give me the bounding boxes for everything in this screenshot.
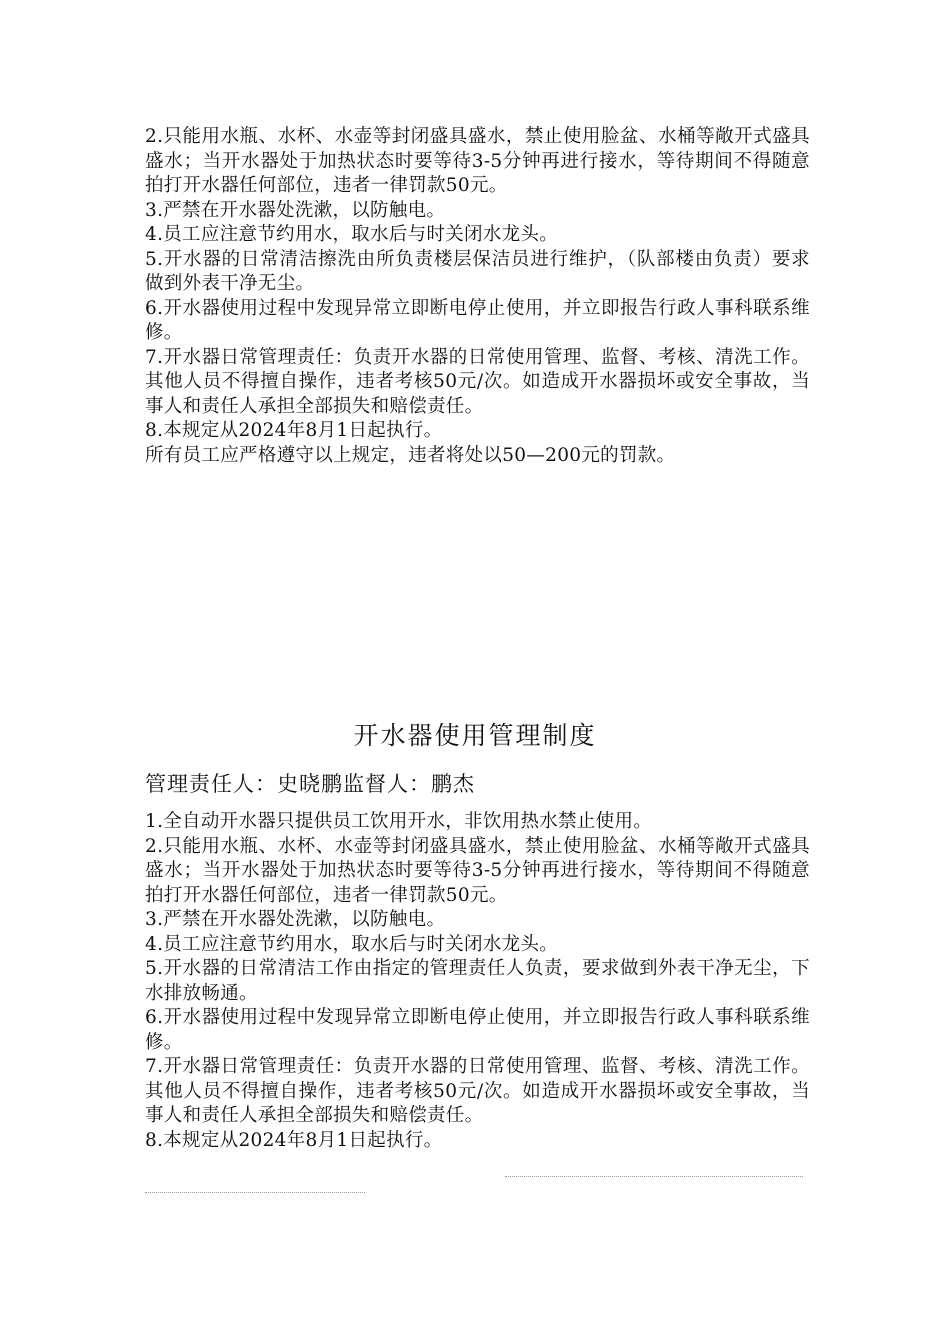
rule-item: 5.开水器的日常清洁擦洗由所负责楼层保洁员进行维护，（队部楼由负责）要求做到外表干净无尘。 <box>145 248 810 294</box>
rule-item: 4.员工应注意节约用水，取水后与时关闭水龙头。 <box>145 224 559 245</box>
rule-item: 1.全自动开水器只提供员工饮用开水，非饮用热水禁止使用。 <box>145 811 653 832</box>
rule-item: 6.开水器使用过程中发现异常立即断电停止使用，并立即报告行政人事科联系维修。 <box>145 297 810 343</box>
rule-item: 7.开水器日常管理责任：负责开水器的日常使用管理、监督、考核、清洗工作。其他人员不得擅自操作，违者考核50元/次。如造成开水器损坏或安全事故，当事人和责任人承担全部损失和赔偿责任。 <box>145 1056 810 1126</box>
rule-item: 3.严禁在开水器处洗漱，以防触电。 <box>145 199 446 221</box>
rule-item: 2.只能用水瓶、水杯、水壶等封闭盛具盛水，禁止使用脸盆、水桶等敞开式盛具盛水；当开水器处于加热状态时要等待3-5分钟再进行接水，等待期间不得随意拍打开水器任何部位，违者一律罚款50元。 <box>145 126 810 196</box>
dotted-divider <box>145 1192 365 1193</box>
rule-item: 8.本规定从2024年8月1日起执行。 <box>145 420 443 441</box>
rules-section-2 <box>145 810 810 1153</box>
rules-section-1 <box>145 125 810 468</box>
rule-item: 7.开水器日常管理责任：负责开水器的日常使用管理、监督、考核、清洗工作。其他人员不得擅自操作，违者考核50元/次。如造成开水器损坏或安全事故，当事人和责任人承担全部损失和赔偿责任。 <box>145 346 810 417</box>
rule-item: 4.员工应注意节约用水，取水后与时关闭水龙头。 <box>145 933 559 955</box>
rule-item: 5.开水器的日常清洁工作由指定的管理责任人负责，要求做到外表干净无尘，下水排放畅通。 <box>145 958 810 1004</box>
rule-item: 6.开水器使用过程中发现异常立即断电停止使用，并立即报告行政人事科联系维修。 <box>145 1007 810 1053</box>
document-title: 开水器使用管理制度 <box>353 721 597 750</box>
rule-item: 2.只能用水瓶、水杯、水壶等封闭盛具盛水，禁止使用脸盆、水桶等敞开式盛具盛水；当开水器处于加热状态时要等待3-5分钟再进行接水，等待期间不得随意拍打开水器任何部位，违者一律罚款50元。 <box>145 835 810 906</box>
dotted-divider <box>505 1176 803 1177</box>
managers-line: 管理责任人：史晓鹏监督人：鹏杰 <box>145 772 475 796</box>
rule-item: 3.严禁在开水器处洗漱，以防触电。 <box>145 909 446 930</box>
closing-note: 所有员工应严格遵守以上规定，违者将处以50—200元的罚款。 <box>145 444 676 466</box>
rule-item: 8.本规定从2024年8月1日起执行。 <box>145 1129 443 1151</box>
